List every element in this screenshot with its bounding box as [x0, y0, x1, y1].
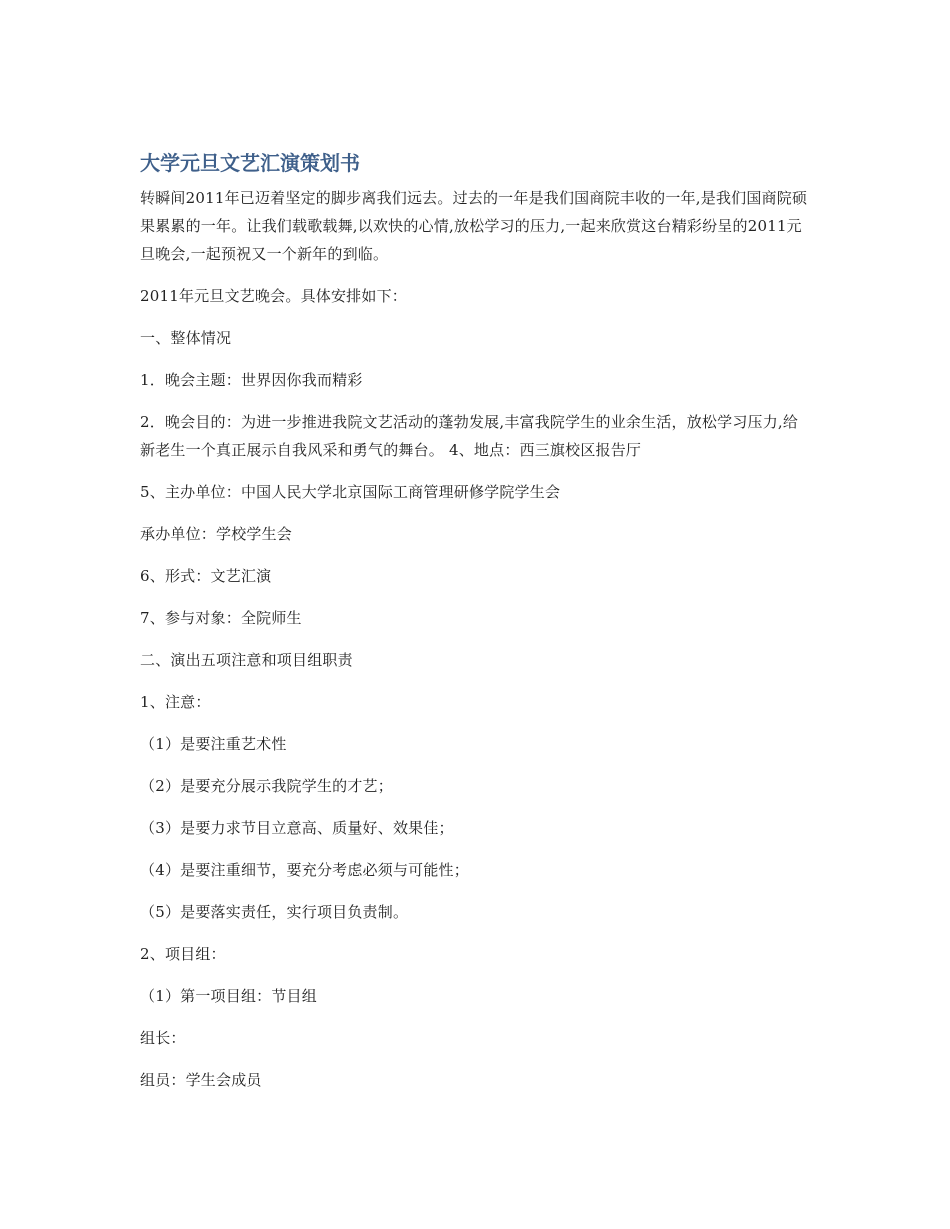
note-item-5: （5）是要落实责任，实行项目负责制。	[140, 903, 409, 921]
item-audience: 7、参与对象：全院师生	[140, 609, 302, 627]
group-leader: 组长：	[140, 1029, 186, 1047]
project-groups-heading: 2、项目组：	[140, 945, 226, 963]
item-format: 6、形式：文艺汇演	[140, 567, 272, 585]
document-body	[140, 148, 812, 1108]
note-item-4: （4）是要注重细节，要充分考虑必须与可能性；	[140, 861, 469, 879]
document-title: 大学元旦文艺汇演策划书	[140, 151, 360, 175]
notes-heading: 1、注意：	[140, 693, 211, 711]
section-heading-notes: 二、演出五项注意和项目组职责	[140, 651, 353, 669]
project-group-1: （1）第一项目组：节目组	[140, 987, 317, 1005]
note-item-2: （2）是要充分展示我院学生的才艺；	[140, 777, 393, 795]
intro-paragraph: 转瞬间2011年已迈着坚定的脚步离我们远去。过去的一年是我们国商院丰收的一年,是我们国商院硕果累累的一年。让我们载歌载舞,以欢快的心情,放松学习的压力,一起来欣赏这台精彩纷呈的2011元旦晚会,一起预祝又一个新年的到临。	[140, 189, 808, 263]
section-heading-overview: 一、整体情况	[140, 329, 232, 347]
item-co-organizer: 承办单位：学校学生会	[140, 525, 293, 543]
item-theme: 1．晚会主题：世界因你我而精彩	[140, 371, 363, 389]
arrangement-intro: 2011年元旦文艺晚会。具体安排如下：	[140, 287, 407, 305]
note-item-3: （3）是要力求节目立意高、质量好、效果佳；	[140, 819, 454, 837]
note-item-1: （1）是要注重艺术性	[140, 735, 287, 753]
item-purpose-location: 2．晚会目的：为进一步推进我院文艺活动的蓬勃发展,丰富我院学生的业余生活，放松学习压力,给新老生一个真正展示自我风采和勇气的舞台。 4、地点：西三旗校区报告厅	[140, 413, 799, 459]
group-members: 组员：学生会成员	[140, 1071, 262, 1089]
item-organizer: 5、主办单位：中国人民大学北京国际工商管理研修学院学生会	[140, 483, 561, 501]
